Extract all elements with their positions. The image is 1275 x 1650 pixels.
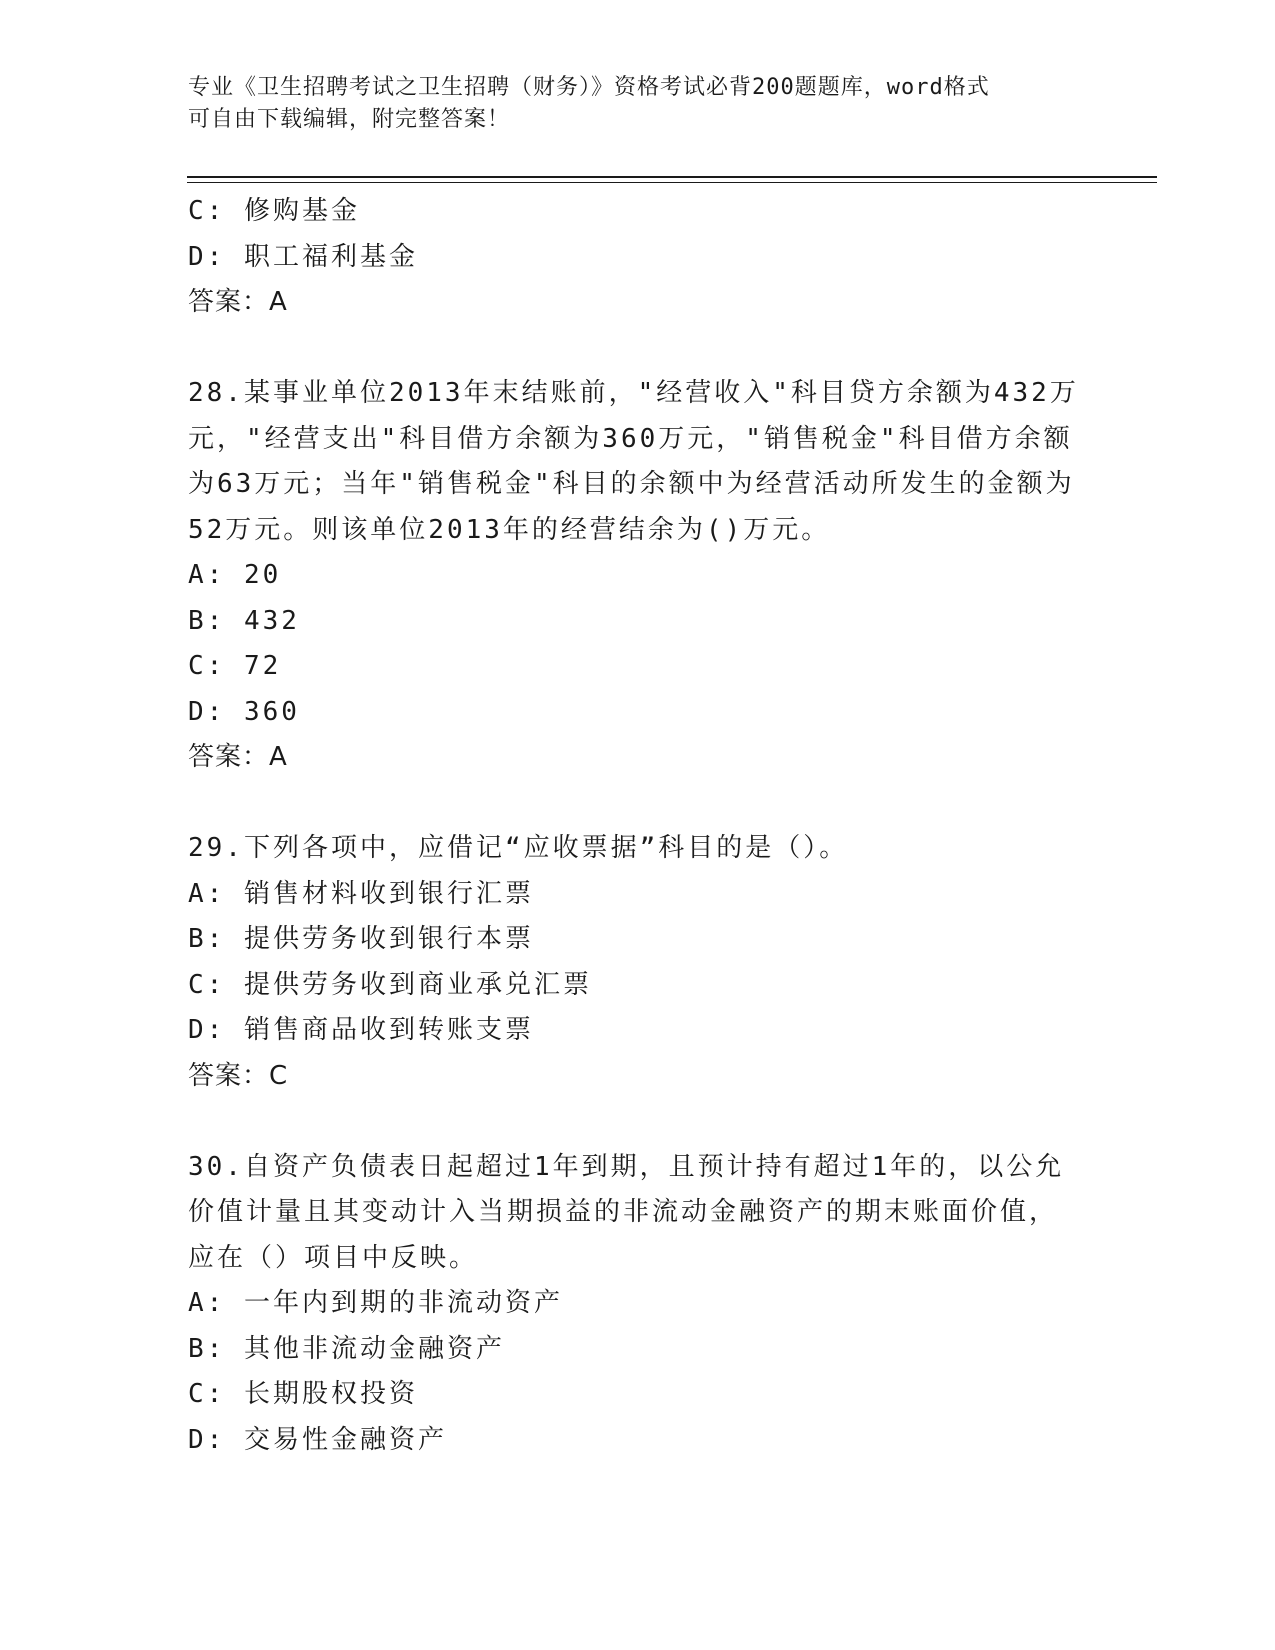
q28-option-c: C: 72 (188, 651, 282, 681)
q29-option-a: A: 销售材料收到银行汇票 (188, 878, 534, 909)
header-line-2: 可自由下载编辑，附完整答案！ (188, 107, 511, 132)
q30-option-a: A: 一年内到期的非流动资产 (188, 1288, 563, 1318)
q30-option-b: B: 其他非流动金融资产 (188, 1333, 505, 1364)
q29-option-b: B: 提供劳务收到银行本票 (188, 924, 534, 954)
question-content (188, 189, 1088, 1463)
document-header (188, 72, 1088, 136)
q30-stem-line-1: 30.自资产负债表日起超过1年到期，且预计持有超过1年的，以公允 (188, 1151, 1065, 1182)
question-29 (188, 826, 1088, 1099)
q28-option-b: B: 432 (188, 605, 300, 636)
q30-option-d: D: 交易性金融资产 (188, 1424, 447, 1455)
q28-option-a: A: 20 (188, 560, 282, 590)
header-rule-thick (187, 176, 1157, 178)
spacer (188, 1099, 1088, 1145)
q28-stem-line-4: 52万元。则该单位2013年的经营结余为()万元。 (188, 514, 831, 545)
q29-stem: 29.下列各项中，应借记“应收票据”科目的是（）。 (188, 833, 849, 863)
q28-stem-line-1: 28.某事业单位2013年末结账前，"经营收入"科目贷方余额为432万 (188, 378, 1079, 408)
q28-stem-line-2: 元，"经营支出"科目借方余额为360万元，"销售税金"科目借方余额 (188, 423, 1073, 454)
prev-answer: 答案：A (188, 287, 288, 317)
header-rule-thin (187, 182, 1157, 183)
q30-stem-line-2: 价值计量且其变动计入当期损益的非流动金融资产的期末账面价值， (188, 1197, 1059, 1227)
q30-option-c: C: 长期股权投资 (188, 1379, 418, 1409)
q30-stem-line-3: 应在（）项目中反映。 (188, 1242, 479, 1273)
q28-stem-line-3: 为63万元；当年"销售税金"科目的余额中为经营活动所发生的金额为 (188, 469, 1075, 499)
q29-answer: 答案：C (188, 1060, 289, 1091)
q29-option-c: C: 提供劳务收到商业承兑汇票 (188, 969, 592, 1000)
prev-option-c: C: 修购基金 (188, 196, 360, 226)
spacer (188, 326, 1088, 372)
q28-answer: 答案：A (188, 742, 288, 772)
spacer (188, 781, 1088, 827)
prev-option-d: D: 职工福利基金 (188, 241, 418, 272)
question-28 (188, 371, 1088, 781)
q29-option-d: D: 销售商品收到转账支票 (188, 1015, 534, 1045)
header-line-1: 专业《卫生招聘考试之卫生招聘（财务）》资格考试必背200题题库，word格式 (188, 75, 990, 100)
q28-option-d: D: 360 (188, 696, 300, 727)
question-30 (188, 1145, 1088, 1464)
